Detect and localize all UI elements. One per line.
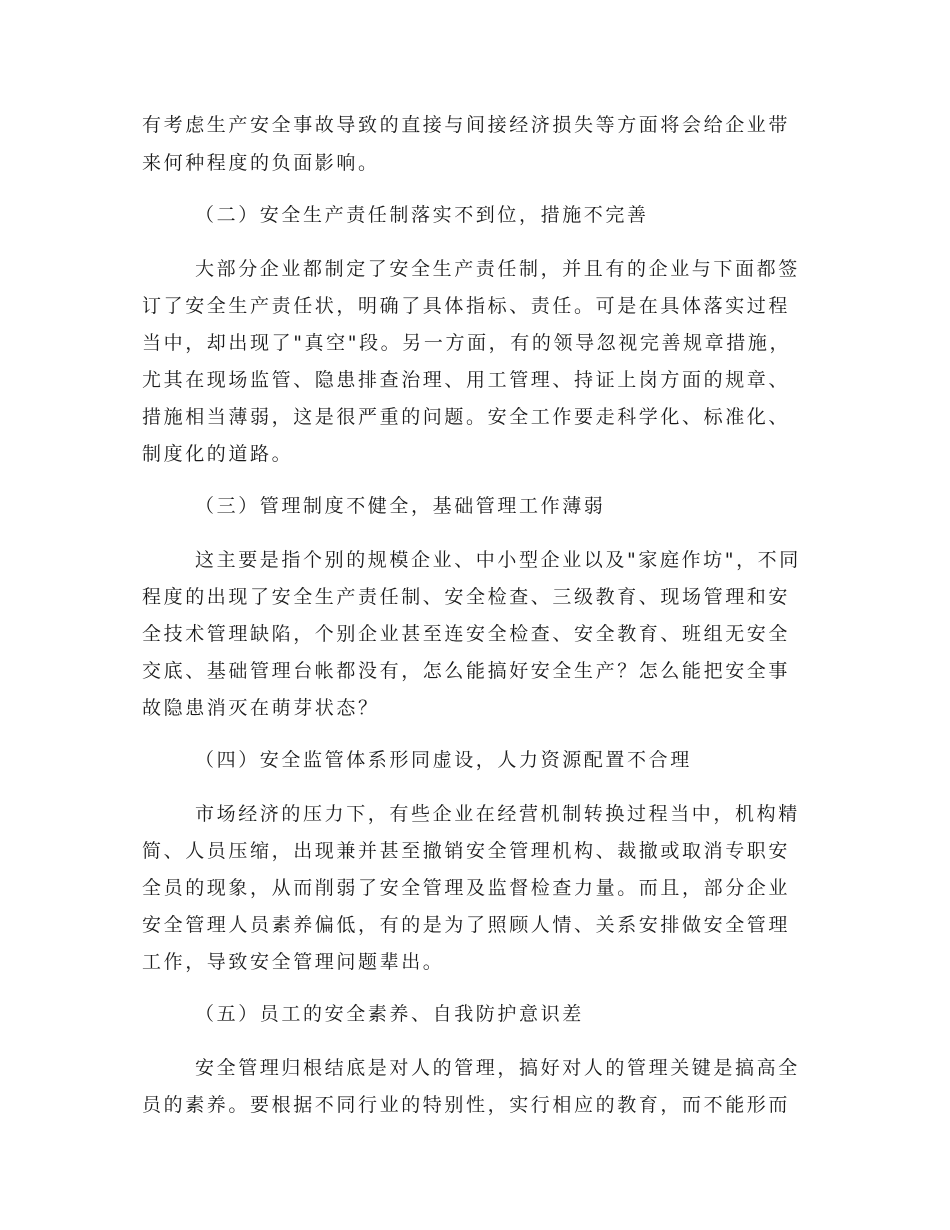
- section-heading: （四）安全监管体系形同虚设，人力资源配置不合理: [195, 749, 692, 771]
- paragraph-line: 全技术管理缺陷，个别企业甚至连安全检查、安全教育、班组无安全: [142, 623, 791, 645]
- section-heading: （二）安全生产责任制落实不到位，措施不完善: [195, 204, 649, 226]
- paragraph-line: 交底、基础管理台帐都没有，怎么能搞好安全生产？怎么能把安全事: [142, 660, 791, 682]
- paragraph-line: 大部分企业都制定了安全生产责任制，并且有的企业与下面都签: [195, 258, 800, 280]
- paragraph-line: 员的素养。要根据不同行业的特别性，实行相应的教育，而不能形而: [142, 1094, 791, 1116]
- paragraph-line: 订了安全生产责任状，明确了具体指标、责任。可是在具体落实过程: [142, 295, 791, 317]
- paragraph-line: 程度的出现了安全生产责任制、安全检查、三级教育、现场管理和安: [142, 586, 791, 608]
- paragraph-line: 这主要是指个别的规模企业、中小型企业以及"家庭作坊"，不同: [195, 549, 801, 571]
- paragraph-line: 全员的现象，从而削弱了安全管理及监督检查力量。而且，部分企业: [142, 877, 791, 899]
- paragraph-line: 来何种程度的负面影响。: [142, 152, 380, 174]
- paragraph-line: 安全管理人员素养偏低，有的是为了照顾人情、关系安排做安全管理: [142, 914, 791, 936]
- paragraph-line: 尤其在现场监管、隐患排查治理、用工管理、持证上岗方面的规章、: [142, 369, 791, 391]
- paragraph-line: 简、人员压缩，出现兼并甚至撤销安全管理机构、裁撤或取消专职安: [142, 840, 791, 862]
- section-heading: （三）管理制度不健全，基础管理工作薄弱: [195, 495, 606, 517]
- section-heading: （五）员工的安全素养、自我防护意识差: [195, 1003, 584, 1025]
- paragraph-line: 故隐患消灭在萌芽状态？: [142, 697, 380, 719]
- paragraph-line: 制度化的道路。: [142, 443, 294, 465]
- paragraph-line: 市场经济的压力下，有些企业在经营机制转换过程当中，机构精: [195, 803, 800, 825]
- paragraph-line: 当中，却出现了"真空"段。另一方面，有的领导忽视完善规章措施，: [142, 332, 792, 354]
- paragraph-line: 措施相当薄弱，这是很严重的问题。安全工作要走科学化、标准化、: [142, 406, 791, 428]
- paragraph-line: 安全管理归根结底是对人的管理，搞好对人的管理关键是搞高全: [195, 1057, 800, 1079]
- paragraph-line: 工作，导致安全管理问题辈出。: [142, 951, 445, 973]
- paragraph-line: 有考虑生产安全事故导致的直接与间接经济损失等方面将会给企业带: [142, 114, 791, 136]
